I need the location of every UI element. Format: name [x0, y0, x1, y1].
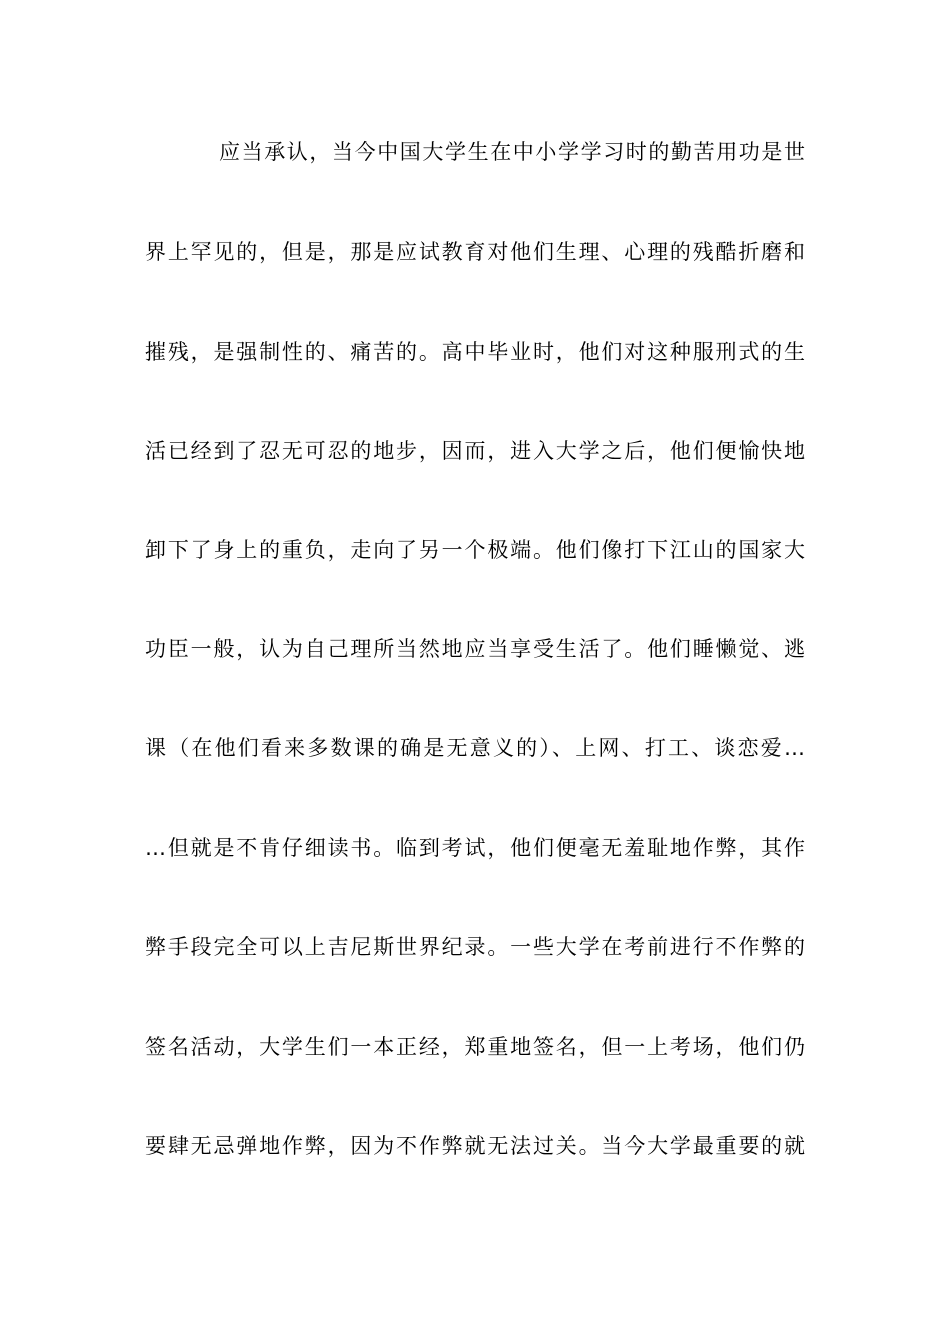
paragraph-line-10: 签名活动，大学生们一本正经，郑重地签名，但一上考场，他们仍 [145, 1035, 805, 1059]
paragraph-line-11: 要肆无忌弹地作弊，因为不作弊就无法过关。当今大学最重要的就 [145, 1134, 805, 1158]
paragraph-line-9: 弊手段完全可以上吉尼斯世界纪录。一些大学在考前进行不作弊的 [145, 935, 805, 959]
paragraph-line-2: 界上罕见的，但是，那是应试教育对他们生理、心理的残酷折磨和 [145, 240, 805, 264]
paragraph-line-6: 功臣一般，认为自己理所当然地应当享受生活了。他们睡懒觉、逃 [145, 637, 805, 661]
paragraph-line-7: 课（在他们看来多数课的确是无意义的）、上网、打工、谈恋爱… [145, 736, 805, 760]
paragraph-line-1: 应当承认，当今中国大学生在中小学学习时的勤苦用功是世 [219, 140, 805, 164]
paragraph-line-3: 摧残，是强制性的、痛苦的。高中毕业时，他们对这种服刑式的生 [145, 340, 805, 364]
paragraph-line-5: 卸下了身上的重负，走向了另一个极端。他们像打下江山的国家大 [145, 538, 805, 562]
paragraph-line-8: …但就是不肯仔细读书。临到考试，他们便毫无羞耻地作弊，其作 [145, 836, 805, 860]
paragraph-line-4: 活已经到了忍无可忍的地步，因而，进入大学之后，他们便愉快地 [145, 439, 805, 463]
